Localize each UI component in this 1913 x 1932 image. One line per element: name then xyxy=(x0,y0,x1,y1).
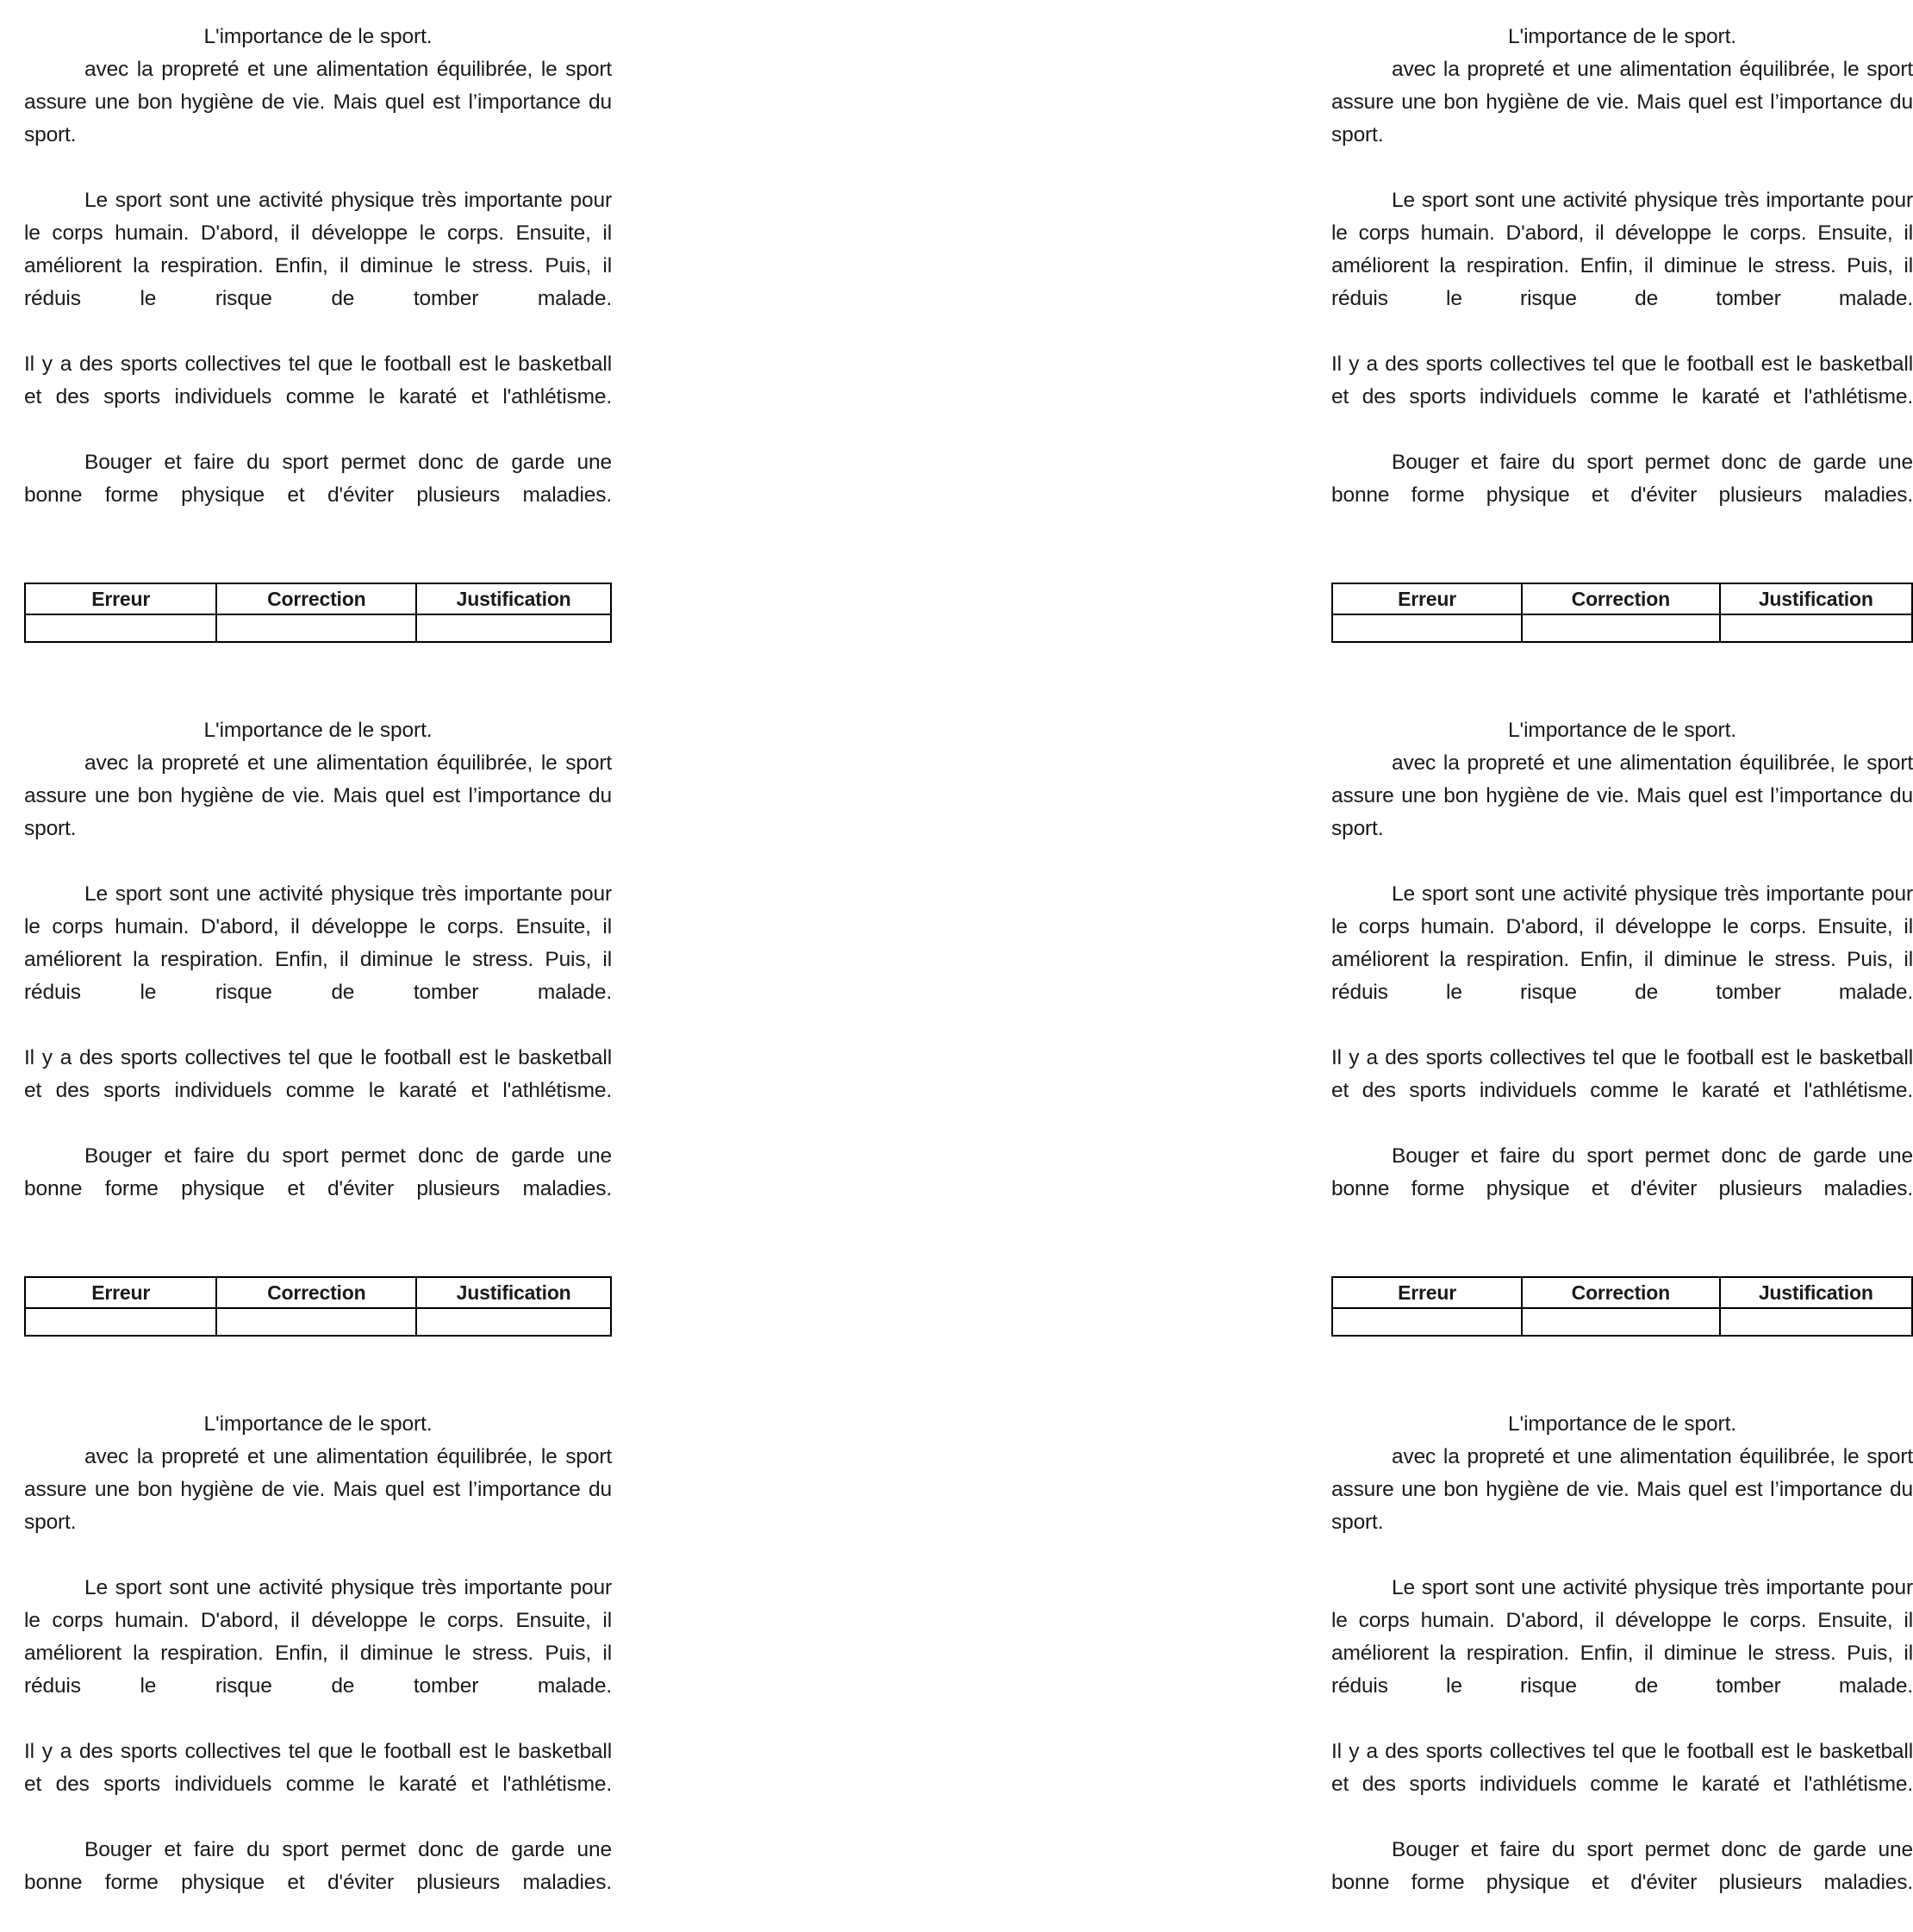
paragraph-body-one: Le sport sont une activité physique très importante pour le corps humain. D'abord, il développe le corps. Ensuite, il améliorent la respiration. Enfin, il diminue le stress. Puis, il réduis le risque de tomber malade. xyxy=(1331,882,1913,1004)
table-header-row xyxy=(25,583,611,614)
table-header-row xyxy=(1332,583,1912,614)
table-header-erreur: Erreur xyxy=(1332,583,1522,614)
table-cell-justification[interactable] xyxy=(1720,614,1912,642)
paragraph-conclusion: Bouger et faire du sport permet donc de garde une bonne forme physique et d'éviter plusieurs maladies. xyxy=(24,451,612,507)
table-header-correction: Correction xyxy=(216,583,416,614)
table-header-justification: Justification xyxy=(1720,1277,1912,1308)
paragraph-body-two: Il y a des sports collectives tel que le football est le basketball et des sports individuels comme le karaté et l'athlétisme. xyxy=(24,352,612,408)
paragraph-conclusion: Bouger et faire du sport permet donc de garde une bonne forme physique et d'éviter plusieurs maladies. xyxy=(1331,451,1913,507)
worksheet-title: L'importance de le sport. xyxy=(203,1412,433,1436)
paragraph-body-one: Le sport sont une activité physique très importante pour le corps humain. D'abord, il développe le corps. Ensuite, il améliorent la respiration. Enfin, il diminue le stress. Puis, il réduis le risque de tomber malade. xyxy=(24,882,612,1004)
table-header-justification: Justification xyxy=(416,1277,611,1308)
correction-table xyxy=(1331,583,1913,643)
worksheet-block xyxy=(24,1408,612,1932)
worksheet-title: L'importance de le sport. xyxy=(203,719,433,742)
table-cell-erreur[interactable] xyxy=(1332,614,1522,642)
table-header-row xyxy=(1332,1277,1912,1308)
table-cell-erreur[interactable] xyxy=(1332,1308,1522,1336)
paragraph-intro: avec la propreté et une alimentation équilibrée, le sport assure une bon hygiène de vie. Mais quel est l’importance du sport. xyxy=(1331,58,1913,146)
correction-table xyxy=(24,1276,612,1337)
table-cell-correction[interactable] xyxy=(1522,614,1719,642)
page-column-left xyxy=(0,0,646,1932)
worksheet-title: L'importance de le sport. xyxy=(1507,719,1736,742)
table-header-justification: Justification xyxy=(1720,583,1912,614)
table-header-justification: Justification xyxy=(416,583,611,614)
table-cell-correction[interactable] xyxy=(216,1308,416,1336)
worksheet-block xyxy=(24,714,612,1337)
table-header-correction: Correction xyxy=(216,1277,416,1308)
paragraph-intro: avec la propreté et une alimentation équilibrée, le sport assure une bon hygiène de vie. Mais quel est l’importance du sport. xyxy=(24,1445,612,1534)
table-row xyxy=(25,1308,611,1336)
paragraph-body-two: Il y a des sports collectives tel que le football est le basketball et des sports individuels comme le karaté et l'athlétisme. xyxy=(24,1046,612,1102)
paragraph-body-two: Il y a des sports collectives tel que le football est le basketball et des sports individuels comme le karaté et l'athlétisme. xyxy=(24,1740,612,1796)
worksheet-title: L'importance de le sport. xyxy=(203,25,433,48)
paragraph-conclusion: Bouger et faire du sport permet donc de garde une bonne forme physique et d'éviter plusieurs maladies. xyxy=(1331,1838,1913,1894)
worksheet-block xyxy=(24,0,612,643)
paragraph-conclusion: Bouger et faire du sport permet donc de garde une bonne forme physique et d'éviter plusieurs maladies. xyxy=(24,1144,612,1200)
table-cell-erreur[interactable] xyxy=(25,614,216,642)
worksheet-block xyxy=(1331,714,1913,1337)
table-row xyxy=(1332,614,1912,642)
page-column-right xyxy=(646,0,1913,1932)
table-header-row xyxy=(25,1277,611,1308)
table-header-correction: Correction xyxy=(1522,1277,1719,1308)
paragraph-conclusion: Bouger et faire du sport permet donc de garde une bonne forme physique et d'éviter plusieurs maladies. xyxy=(24,1838,612,1894)
table-cell-justification[interactable] xyxy=(416,1308,611,1336)
paragraph-intro: avec la propreté et une alimentation équilibrée, le sport assure une bon hygiène de vie. Mais quel est l’importance du sport. xyxy=(1331,1445,1913,1534)
table-header-correction: Correction xyxy=(1522,583,1719,614)
correction-table xyxy=(24,583,612,643)
paragraph-body-one: Le sport sont une activité physique très importante pour le corps humain. D'abord, il développe le corps. Ensuite, il améliorent la respiration. Enfin, il diminue le stress. Puis, il réduis le risque de tomber malade. xyxy=(1331,1576,1913,1698)
paragraph-intro: avec la propreté et une alimentation équilibrée, le sport assure une bon hygiène de vie. Mais quel est l’importance du sport. xyxy=(24,58,612,146)
table-cell-justification[interactable] xyxy=(416,614,611,642)
paragraph-body-two: Il y a des sports collectives tel que le football est le basketball et des sports individuels comme le karaté et l'athlétisme. xyxy=(1331,352,1913,408)
table-header-erreur: Erreur xyxy=(1332,1277,1522,1308)
paragraph-intro: avec la propreté et une alimentation équilibrée, le sport assure une bon hygiène de vie. Mais quel est l’importance du sport. xyxy=(24,751,612,840)
paragraph-body-two: Il y a des sports collectives tel que le football est le basketball et des sports individuels comme le karaté et l'athlétisme. xyxy=(1331,1740,1913,1796)
paragraph-body-one: Le sport sont une activité physique très importante pour le corps humain. D'abord, il développe le corps. Ensuite, il améliorent la respiration. Enfin, il diminue le stress. Puis, il réduis le risque de tomber malade. xyxy=(1331,189,1913,310)
paragraph-body-two: Il y a des sports collectives tel que le football est le basketball et des sports individuels comme le karaté et l'athlétisme. xyxy=(1331,1046,1913,1102)
table-row xyxy=(1332,1308,1912,1336)
paragraph-body-one: Le sport sont une activité physique très importante pour le corps humain. D'abord, il développe le corps. Ensuite, il améliorent la respiration. Enfin, il diminue le stress. Puis, il réduis le risque de tomber malade. xyxy=(24,1576,612,1698)
worksheet-block xyxy=(1331,0,1913,643)
table-header-erreur: Erreur xyxy=(25,1277,216,1308)
table-row xyxy=(25,614,611,642)
worksheet-title: L'importance de le sport. xyxy=(1507,25,1736,48)
worksheet-block xyxy=(1331,1408,1913,1932)
table-cell-justification[interactable] xyxy=(1720,1308,1912,1336)
table-cell-correction[interactable] xyxy=(1522,1308,1719,1336)
table-cell-correction[interactable] xyxy=(216,614,416,642)
table-header-erreur: Erreur xyxy=(25,583,216,614)
paragraph-body-one: Le sport sont une activité physique très importante pour le corps humain. D'abord, il développe le corps. Ensuite, il améliorent la respiration. Enfin, il diminue le stress. Puis, il réduis le risque de tomber malade. xyxy=(24,189,612,310)
paragraph-intro: avec la propreté et une alimentation équilibrée, le sport assure une bon hygiène de vie. Mais quel est l’importance du sport. xyxy=(1331,751,1913,840)
paragraph-conclusion: Bouger et faire du sport permet donc de garde une bonne forme physique et d'éviter plusieurs maladies. xyxy=(1331,1144,1913,1200)
correction-table xyxy=(1331,1276,1913,1337)
table-cell-erreur[interactable] xyxy=(25,1308,216,1336)
worksheet-title: L'importance de le sport. xyxy=(1507,1412,1736,1436)
